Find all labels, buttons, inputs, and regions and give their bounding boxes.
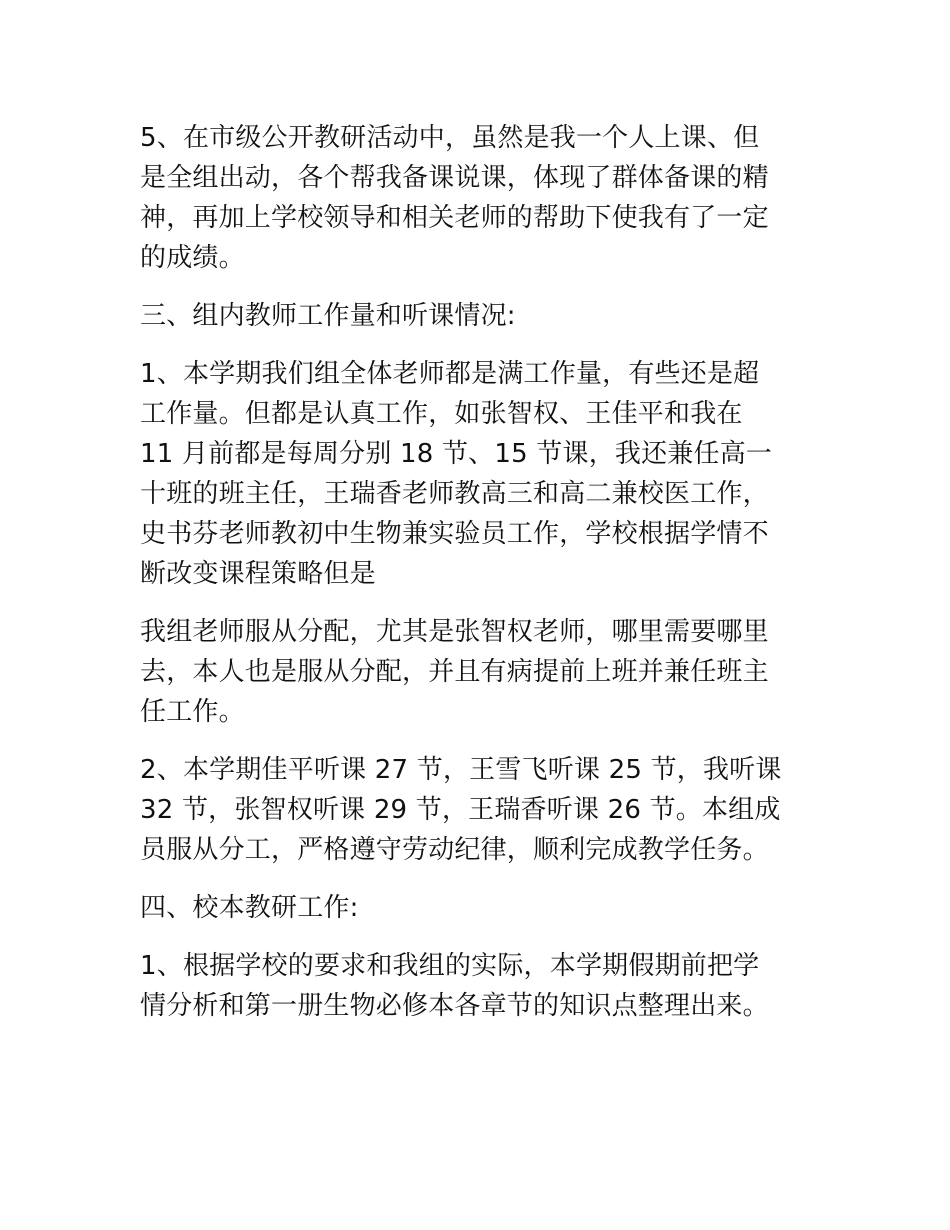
text-line: 员服从分工，严格遵守劳动纪律，顺利完成教学任务。 bbox=[140, 835, 769, 865]
text-line: 工作量。但都是认真工作，如张智权、王佳平和我在 bbox=[140, 399, 743, 429]
text-line: 2、本学期佳平听课 27 节，王雪飞听课 25 节，我听课 bbox=[140, 755, 782, 785]
text-line: 断改变课程策略但是 bbox=[140, 559, 376, 589]
heading-text: 四、校本教研工作: bbox=[140, 893, 359, 923]
paragraph-open-teaching-activity bbox=[140, 118, 812, 278]
text-line: 十班的班主任，王瑞香老师教高三和高二兼校医工作， bbox=[140, 479, 769, 509]
text-line: 神，再加上学校领导和相关老师的帮助下使我有了一定 bbox=[140, 203, 769, 233]
section-heading-workload bbox=[140, 296, 812, 336]
text-line: 1、本学期我们组全体老师都是满工作量，有些还是超 bbox=[140, 359, 760, 389]
text-line: 任工作。 bbox=[140, 697, 245, 727]
document-body bbox=[140, 118, 812, 1044]
paragraph-lesson-observation bbox=[140, 750, 812, 870]
text-line: 是全组出动，各个帮我备课说课，体现了群体备课的精 bbox=[140, 163, 769, 193]
heading-text: 三、组内教师工作量和听课情况: bbox=[140, 301, 516, 331]
text-line: 史书芬老师教初中生物兼实验员工作，学校根据学情不 bbox=[140, 519, 769, 549]
paragraph-school-research-item bbox=[140, 946, 812, 1026]
text-line: 1、根据学校的要求和我组的实际，本学期假期前把学 bbox=[140, 951, 760, 981]
paragraph-workload-details bbox=[140, 354, 812, 594]
text-line: 11 月前都是每周分别 18 节、15 节课，我还兼任高一 bbox=[140, 439, 773, 469]
text-line: 5、在市级公开教研活动中，虽然是我一个人上课、但 bbox=[140, 123, 760, 153]
paragraph-obey-assignment bbox=[140, 612, 812, 732]
text-line: 我组老师服从分配，尤其是张智权老师，哪里需要哪里 bbox=[140, 617, 769, 647]
section-heading-school-research bbox=[140, 888, 812, 928]
text-line: 去，本人也是服从分配，并且有病提前上班并兼任班主 bbox=[140, 657, 769, 687]
text-line: 的成绩。 bbox=[140, 243, 245, 273]
text-line: 情分析和第一册生物必修本各章节的知识点整理出来。 bbox=[140, 991, 769, 1021]
text-line: 32 节，张智权听课 29 节，王瑞香听课 26 节。本组成 bbox=[140, 795, 781, 825]
